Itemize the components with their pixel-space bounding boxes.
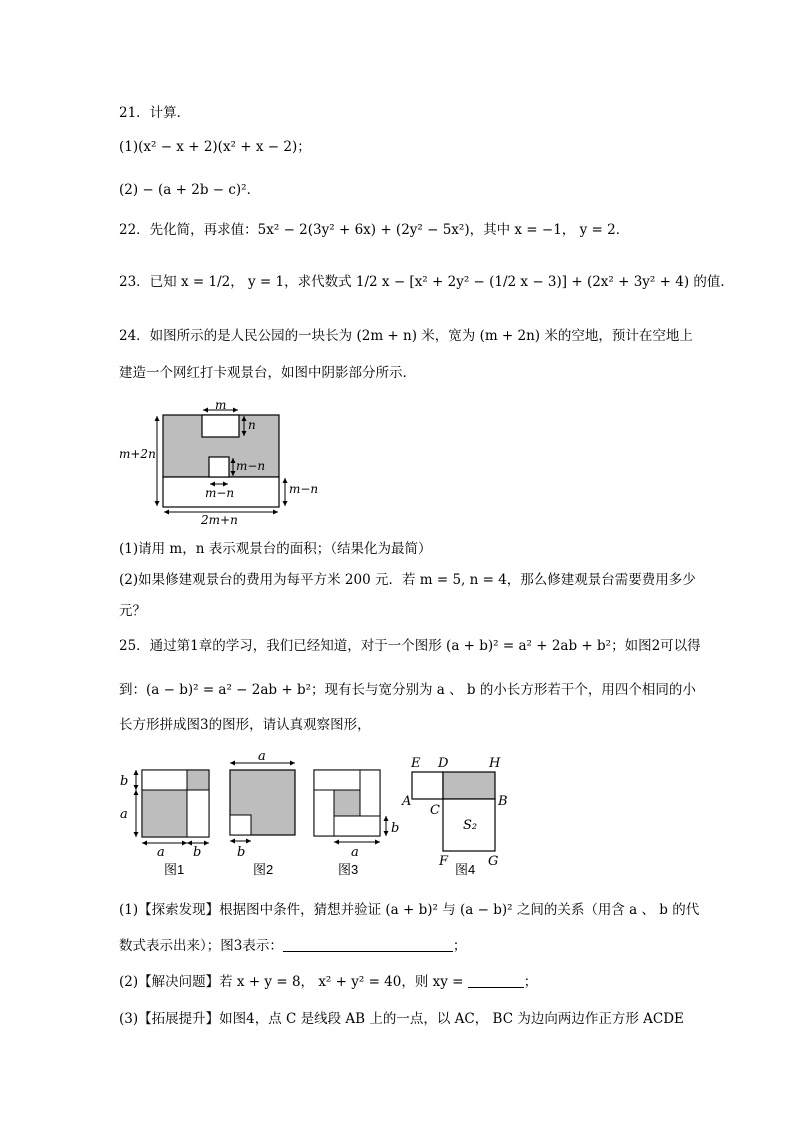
fig3-label-b: b	[391, 821, 400, 836]
label-m-plus-2n: m+2n	[119, 447, 156, 461]
q25-part1-prefix: 数式表示出来）；图3表示：	[119, 938, 283, 954]
q25-line3: 长方形拼成图3的图形，请认真观察图形，	[119, 717, 371, 733]
figure-q24	[115, 400, 325, 525]
fig2-caption: 图2	[253, 862, 274, 877]
fig1-label-b-bottom: b	[193, 845, 202, 860]
fig3	[314, 770, 399, 877]
q25-part1-line1: (1)【探索发现】根据图中条件，猜想并验证 (a + b)² 与 (a − b)² 之间的关系（用含 a 、 b 的代	[119, 902, 700, 918]
q25-part2-suffix: ；	[523, 974, 538, 990]
fig4	[401, 756, 508, 877]
fig2-label-a: a	[258, 749, 266, 764]
top-cutout	[202, 415, 239, 437]
q21-title: 21．计算．	[119, 105, 191, 121]
fig1-caption: 图1	[164, 862, 185, 877]
q24-line2: 建造一个网红打卡观景台，如图中阴影部分所示．	[119, 365, 416, 381]
q24-part1: (1)请用 m，n 表示观景台的面积；（结果化为最简）	[119, 541, 432, 557]
label-right-m-minus-n: m−n	[289, 482, 319, 496]
label-inner-m-minus-n: m−n	[236, 459, 266, 473]
q25-part2-prefix: (2)【解决问题】若 x + y = 8， x² + y² = 40，则 xy =	[119, 974, 464, 990]
q21-part1: (1)(x² − x + 2)(x² + x − 2)；	[119, 139, 311, 155]
q25-part2	[119, 972, 537, 992]
q25-line2: 到：(a − b)² = a² − 2ab + b²；现有长与宽分别为 a 、 b 的小长方形若干个，用四个相同的小	[119, 682, 696, 698]
fig1-label-a-left: a	[120, 807, 128, 822]
fig1-label-a-bottom: a	[157, 845, 165, 860]
fig4-label-S2: S₂	[463, 818, 478, 833]
q21-part2: (2) − (a + 2b − c)²．	[119, 182, 261, 198]
fig4-caption: 图4	[455, 862, 476, 877]
label-bottom-m-minus-n: m−n	[205, 486, 235, 500]
q24-part2-line1: (2)如果修建观景台的费用为每平方米 200 元．若 m = 5, n = 4，那么修建观景台需要费用多少	[119, 572, 696, 588]
fig3-label-a: a	[351, 845, 359, 860]
q24-line1: 24．如图所示的是人民公园的一块长为 (2m + n) 米，宽为 (m + 2n) 米的空地，预计在空地上	[119, 328, 693, 344]
label-m: m	[215, 400, 227, 412]
fig4-label-F: F	[439, 854, 449, 869]
answer-blank-1[interactable]	[283, 937, 453, 952]
q25-part3: (3)【拓展提升】如图4，点 C 是线段 AB 上的一点，以 AC， BC 为边向两边作正方形 ACDE	[119, 1011, 684, 1027]
fig4-label-G: G	[488, 854, 499, 869]
fig1-label-b-left: b	[120, 774, 129, 789]
q25-part1-suffix: ；	[452, 938, 467, 954]
fig4-label-C: C	[430, 803, 440, 818]
answer-blank-2[interactable]	[468, 973, 524, 988]
label-n: n	[248, 418, 256, 432]
figure-q25	[115, 748, 675, 880]
fig2	[230, 749, 295, 877]
q23-text: 23．已知 x = 1/2， y = 1，求代数式 1/2 x − [x² + 2y² − (1/2 x − 3)] + (2x² + 3y² + 4) 的值．	[119, 274, 734, 290]
label-2m-plus-n: 2m+n	[201, 513, 238, 525]
fig4-label-D: D	[438, 756, 449, 771]
q24-part2-line2: 元？	[119, 603, 146, 619]
fig2-label-b: b	[237, 845, 246, 860]
q25-part1-line2	[119, 936, 466, 956]
fig3-caption: 图3	[338, 862, 359, 877]
fig4-label-H: H	[489, 756, 501, 771]
middle-cutout	[209, 457, 229, 477]
fig4-label-E: E	[411, 756, 421, 771]
q22-text: 22．先化简，再求值：5x² − 2(3y² + 6x) + (2y² − 5x²)，其中 x = −1， y = 2．	[119, 222, 630, 238]
q25-line1: 25．通过第1章的学习，我们已经知道，对于一个图形 (a + b)² = a² + 2ab + b²；如图2可以得	[119, 638, 701, 654]
fig4-label-B: B	[498, 794, 508, 809]
fig4-label-A: A	[402, 794, 412, 809]
fig1	[120, 770, 209, 877]
